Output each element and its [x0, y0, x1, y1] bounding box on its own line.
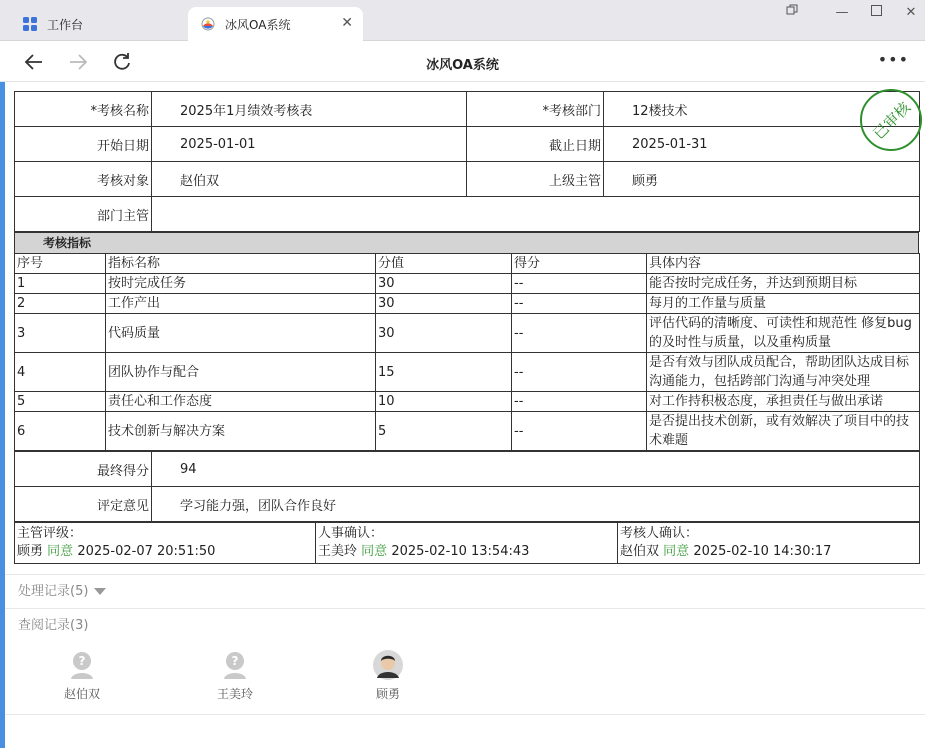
row-score: 30 [376, 294, 512, 314]
signoff-supervisor [15, 523, 316, 564]
page-title: 冰风OA系统 [426, 58, 499, 73]
tab-workbench[interactable] [8, 7, 183, 41]
signoff-status: 同意 [361, 544, 388, 559]
table-row [15, 294, 920, 314]
row-desc: 每月的工作量与质量 [647, 294, 920, 314]
row-score: 5 [376, 412, 512, 451]
row-no: 1 [15, 274, 106, 294]
start-date-value: 2025-01-01 [152, 127, 467, 162]
more-options-icon[interactable]: ••• [877, 50, 909, 69]
row-name: 技术创新与解决方案 [106, 412, 376, 451]
metrics-table [14, 253, 920, 451]
signoff-time: 2025-02-07 20:51:50 [77, 544, 216, 559]
col-header: 具体内容 [647, 254, 920, 274]
divider [5, 714, 925, 715]
close-tab-icon[interactable]: ✕ [341, 15, 353, 31]
col-header: 指标名称 [106, 254, 376, 274]
app-logo-icon [200, 16, 216, 32]
target-value: 赵伯双 [152, 162, 467, 197]
table-row [15, 314, 920, 353]
row-name: 代码质量 [106, 314, 376, 353]
info-table [14, 91, 920, 232]
signoff-title: 主管评级： [17, 526, 83, 541]
name-value: 2025年1月绩效考核表 [152, 92, 467, 127]
final-score-label: 最终得分 [15, 452, 152, 487]
row-no: 6 [15, 412, 106, 451]
col-header: 得分 [512, 254, 647, 274]
signoff-title: 人事确认： [318, 526, 384, 541]
row-got: -- [512, 353, 647, 392]
opinion-label: 评定意见 [15, 487, 152, 522]
table-row [15, 353, 920, 392]
table-row [15, 392, 920, 412]
row-desc: 是否有效与团队成员配合，帮助团队达成目标 沟通能力，包括跨部门沟通与冲突处理 [647, 353, 920, 392]
reader-name: 王美玲 [216, 687, 253, 701]
signoff-person: 赵伯双 [620, 544, 660, 559]
question-avatar-icon [220, 650, 250, 680]
process-records-label: 处理记录(5) [18, 584, 89, 599]
table-row [15, 274, 920, 294]
superior-value: 顾勇 [604, 162, 920, 197]
read-records-header[interactable] [5, 608, 925, 642]
row-name: 团队协作与配合 [106, 353, 376, 392]
col-header: 分值 [376, 254, 512, 274]
tab-label: 冰风OA系统 [225, 17, 291, 32]
signoff-status: 同意 [47, 544, 74, 559]
svg-text:?: ? [231, 654, 239, 668]
row-got: -- [512, 412, 647, 451]
row-no: 5 [15, 392, 106, 412]
name-label: *考核名称 [15, 92, 152, 127]
row-no: 2 [15, 294, 106, 314]
minimize-icon[interactable]: — [835, 5, 849, 20]
dept-head-label: 部门主管 [15, 197, 152, 232]
row-no: 4 [15, 353, 106, 392]
svg-text:?: ? [78, 654, 86, 668]
row-got: -- [512, 294, 647, 314]
row-desc: 能否按时完成任务，并达到预期目标 [647, 274, 920, 294]
end-date-value: 2025-01-31 [604, 127, 920, 162]
dept-label: *考核部门 [467, 92, 604, 127]
row-name: 工作产出 [106, 294, 376, 314]
final-table [14, 451, 920, 522]
process-records-toggle[interactable] [5, 574, 925, 608]
approved-stamp: 已审核 [847, 76, 925, 164]
row-score: 30 [376, 274, 512, 294]
row-score: 30 [376, 314, 512, 353]
reader-name: 顾勇 [375, 687, 400, 701]
target-label: 考核对象 [15, 162, 152, 197]
row-score: 15 [376, 353, 512, 392]
final-score-value: 94 [152, 452, 920, 487]
signoff-assessee [618, 523, 920, 564]
reader-item[interactable] [200, 650, 270, 702]
end-date-label: 截止日期 [467, 127, 604, 162]
metrics-header-row [15, 254, 920, 274]
signoff-time: 2025-02-10 13:54:43 [391, 544, 530, 559]
row-desc: 是否提出技术创新，或有效解决了项目中的技术难题 [647, 412, 920, 451]
read-records-label: 查阅记录(3) [18, 618, 89, 633]
reader-item[interactable] [353, 650, 423, 702]
photo-avatar [373, 650, 403, 680]
row-no: 3 [15, 314, 106, 353]
restore-window-icon[interactable] [782, 3, 802, 23]
tab-oa-system[interactable] [188, 7, 363, 41]
signoff-hr [316, 523, 618, 564]
row-got: -- [512, 314, 647, 353]
row-score: 10 [376, 392, 512, 412]
start-date-label: 开始日期 [15, 127, 152, 162]
signoff-time: 2025-02-10 14:30:17 [693, 544, 832, 559]
table-row [15, 412, 920, 451]
row-desc: 评估代码的清晰度、可读性和规范性 修复bug 的及时性与质量，以及重构质量 [647, 314, 920, 353]
row-got: -- [512, 274, 647, 294]
dept-head-value [152, 197, 920, 232]
maximize-icon[interactable] [866, 3, 886, 23]
signoff-status: 同意 [663, 544, 690, 559]
left-accent-bar [0, 82, 5, 748]
assessment-form [14, 91, 919, 564]
reader-item[interactable] [47, 650, 117, 702]
close-window-icon[interactable]: ✕ [905, 5, 917, 20]
signoff-person: 王美玲 [318, 544, 358, 559]
signoff-person: 顾勇 [17, 544, 44, 559]
reader-name: 赵伯双 [63, 687, 100, 701]
row-name: 按时完成任务 [106, 274, 376, 294]
tab-label: 工作台 [47, 17, 84, 32]
superior-label: 上级主管 [467, 162, 604, 197]
col-header: 序号 [15, 254, 106, 274]
browser-titlebar [0, 0, 925, 41]
metrics-section-title: 考核指标 [14, 232, 919, 253]
row-name: 责任心和工作态度 [106, 392, 376, 412]
signoff-table [14, 522, 920, 564]
grid-icon [22, 16, 38, 32]
browser-navbar [0, 42, 925, 82]
row-got: -- [512, 392, 647, 412]
signoff-title: 考核人确认： [620, 526, 699, 541]
opinion-value: 学习能力强，团队合作良好 [152, 487, 920, 522]
caret-down-icon [94, 588, 106, 595]
question-avatar-icon [67, 650, 97, 680]
dept-value: 12楼技术 [604, 92, 920, 127]
row-desc: 对工作持积极态度，承担责任与做出承诺 [647, 392, 920, 412]
